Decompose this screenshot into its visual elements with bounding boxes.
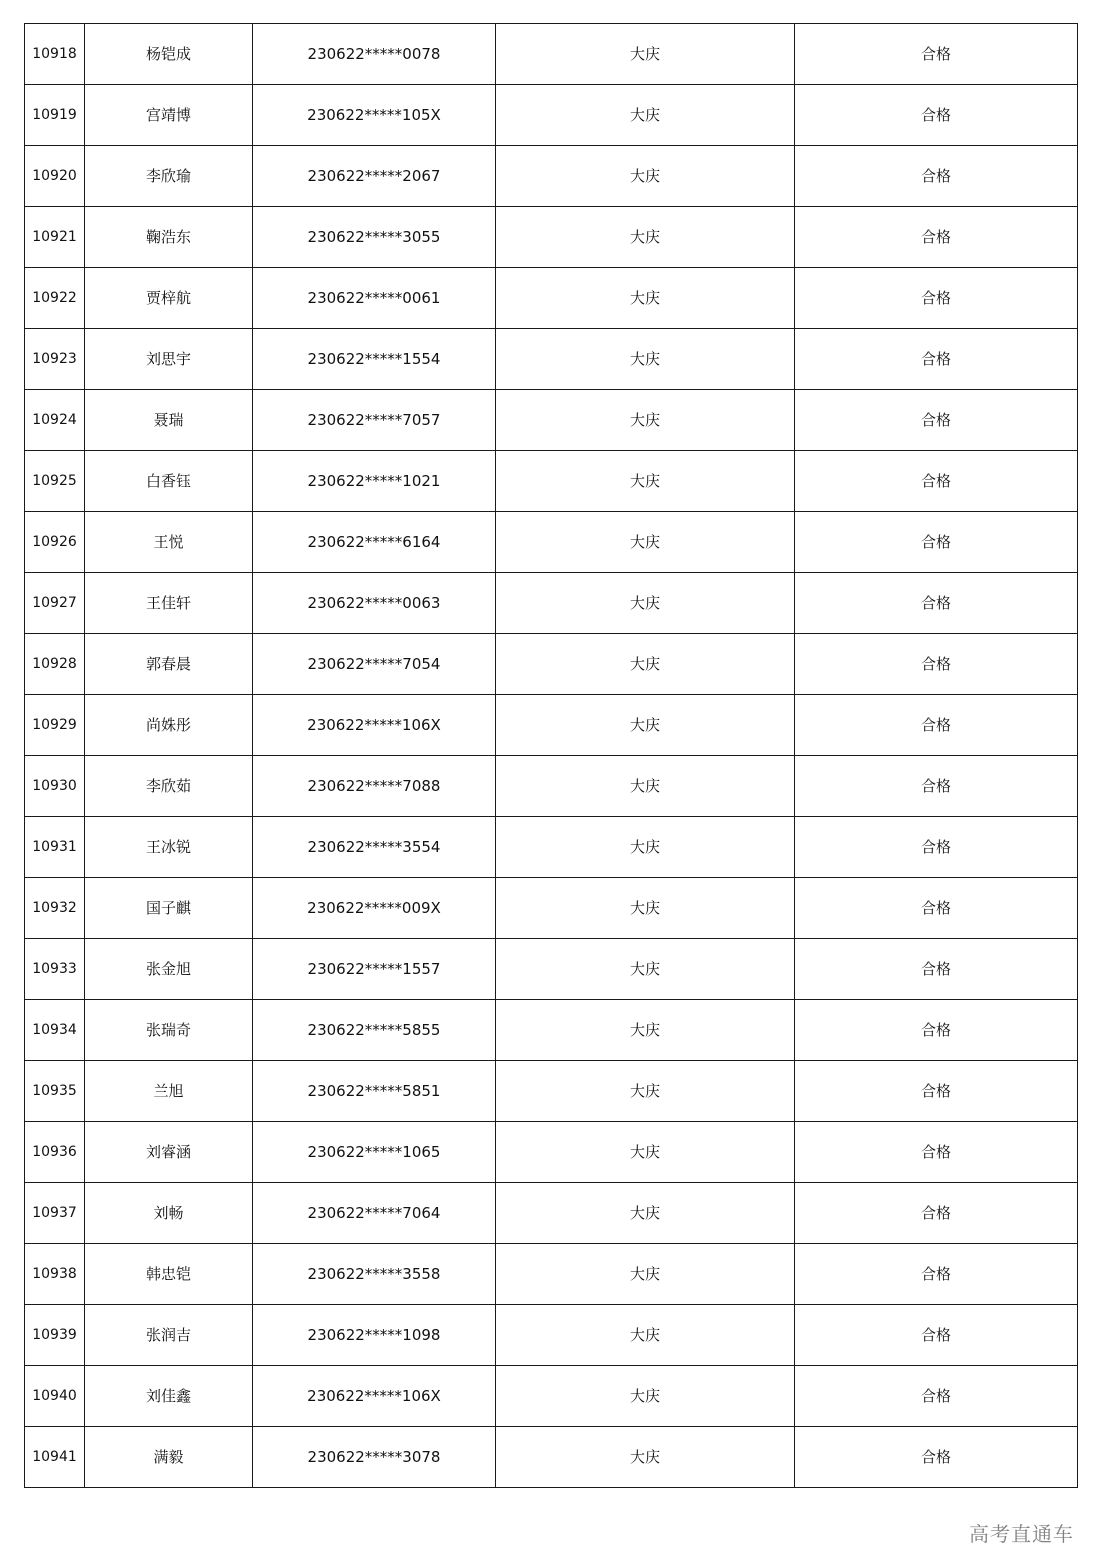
name-cell: 王佳轩 (85, 573, 253, 634)
id-number-cell: 230622*****1554 (253, 329, 496, 390)
table-row (25, 207, 1078, 268)
city-cell: 大庆 (496, 1244, 795, 1305)
city-cell: 大庆 (496, 390, 795, 451)
result-cell: 合格 (795, 634, 1078, 695)
table-row (25, 85, 1078, 146)
serial-number-cell: 10931 (25, 817, 85, 878)
result-cell: 合格 (795, 146, 1078, 207)
result-cell: 合格 (795, 573, 1078, 634)
table-row (25, 390, 1078, 451)
table-row (25, 1244, 1078, 1305)
table-row (25, 939, 1078, 1000)
results-table (24, 23, 1078, 1488)
result-cell: 合格 (795, 756, 1078, 817)
city-cell: 大庆 (496, 146, 795, 207)
id-number-cell: 230622*****0078 (253, 24, 496, 85)
result-cell: 合格 (795, 1122, 1078, 1183)
id-number-cell: 230622*****3554 (253, 817, 496, 878)
results-table-body (25, 24, 1078, 1488)
city-cell: 大庆 (496, 451, 795, 512)
city-cell: 大庆 (496, 1061, 795, 1122)
serial-number-cell: 10926 (25, 512, 85, 573)
city-cell: 大庆 (496, 1366, 795, 1427)
name-cell: 尚姝彤 (85, 695, 253, 756)
name-cell: 宫靖博 (85, 85, 253, 146)
table-row (25, 329, 1078, 390)
city-cell: 大庆 (496, 207, 795, 268)
name-cell: 贾梓航 (85, 268, 253, 329)
id-number-cell: 230622*****009X (253, 878, 496, 939)
city-cell: 大庆 (496, 268, 795, 329)
id-number-cell: 230622*****0061 (253, 268, 496, 329)
id-number-cell: 230622*****6164 (253, 512, 496, 573)
city-cell: 大庆 (496, 695, 795, 756)
result-cell: 合格 (795, 85, 1078, 146)
id-number-cell: 230622*****7088 (253, 756, 496, 817)
city-cell: 大庆 (496, 85, 795, 146)
result-cell: 合格 (795, 1244, 1078, 1305)
id-number-cell: 230622*****7064 (253, 1183, 496, 1244)
watermark-text: 高考直通车 (969, 1522, 1074, 1546)
name-cell: 聂瑞 (85, 390, 253, 451)
id-number-cell: 230622*****105X (253, 85, 496, 146)
table-row (25, 512, 1078, 573)
table-row (25, 1061, 1078, 1122)
city-cell: 大庆 (496, 817, 795, 878)
serial-number-cell: 10936 (25, 1122, 85, 1183)
result-cell: 合格 (795, 451, 1078, 512)
table-row (25, 146, 1078, 207)
id-number-cell: 230622*****3078 (253, 1427, 496, 1488)
name-cell: 张金旭 (85, 939, 253, 1000)
table-row (25, 268, 1078, 329)
serial-number-cell: 10925 (25, 451, 85, 512)
name-cell: 刘佳鑫 (85, 1366, 253, 1427)
id-number-cell: 230622*****2067 (253, 146, 496, 207)
result-cell: 合格 (795, 1183, 1078, 1244)
table-row (25, 451, 1078, 512)
serial-number-cell: 10929 (25, 695, 85, 756)
name-cell: 兰旭 (85, 1061, 253, 1122)
id-number-cell: 230622*****7054 (253, 634, 496, 695)
result-cell: 合格 (795, 207, 1078, 268)
name-cell: 刘畅 (85, 1183, 253, 1244)
serial-number-cell: 10932 (25, 878, 85, 939)
id-number-cell: 230622*****106X (253, 695, 496, 756)
table-row (25, 24, 1078, 85)
serial-number-cell: 10924 (25, 390, 85, 451)
table-row (25, 1305, 1078, 1366)
result-cell: 合格 (795, 512, 1078, 573)
serial-number-cell: 10919 (25, 85, 85, 146)
id-number-cell: 230622*****0063 (253, 573, 496, 634)
city-cell: 大庆 (496, 756, 795, 817)
id-number-cell: 230622*****7057 (253, 390, 496, 451)
name-cell: 满毅 (85, 1427, 253, 1488)
table-row (25, 1366, 1078, 1427)
name-cell: 刘睿涵 (85, 1122, 253, 1183)
table-row (25, 1183, 1078, 1244)
serial-number-cell: 10920 (25, 146, 85, 207)
id-number-cell: 230622*****1557 (253, 939, 496, 1000)
result-cell: 合格 (795, 329, 1078, 390)
table-row (25, 634, 1078, 695)
id-number-cell: 230622*****1098 (253, 1305, 496, 1366)
result-cell: 合格 (795, 1305, 1078, 1366)
id-number-cell: 230622*****106X (253, 1366, 496, 1427)
result-cell: 合格 (795, 695, 1078, 756)
city-cell: 大庆 (496, 512, 795, 573)
result-cell: 合格 (795, 939, 1078, 1000)
result-cell: 合格 (795, 1427, 1078, 1488)
name-cell: 杨铠成 (85, 24, 253, 85)
result-cell: 合格 (795, 24, 1078, 85)
serial-number-cell: 10941 (25, 1427, 85, 1488)
table-row (25, 573, 1078, 634)
name-cell: 刘思宇 (85, 329, 253, 390)
city-cell: 大庆 (496, 1000, 795, 1061)
id-number-cell: 230622*****1021 (253, 451, 496, 512)
table-row (25, 817, 1078, 878)
name-cell: 国子麒 (85, 878, 253, 939)
result-cell: 合格 (795, 268, 1078, 329)
result-cell: 合格 (795, 817, 1078, 878)
id-number-cell: 230622*****3055 (253, 207, 496, 268)
city-cell: 大庆 (496, 1183, 795, 1244)
name-cell: 王冰锐 (85, 817, 253, 878)
name-cell: 鞠浩东 (85, 207, 253, 268)
result-cell: 合格 (795, 1366, 1078, 1427)
serial-number-cell: 10927 (25, 573, 85, 634)
table-row (25, 878, 1078, 939)
name-cell: 王悦 (85, 512, 253, 573)
table-row (25, 1427, 1078, 1488)
result-cell: 合格 (795, 390, 1078, 451)
name-cell: 张瑞奇 (85, 1000, 253, 1061)
city-cell: 大庆 (496, 1305, 795, 1366)
city-cell: 大庆 (496, 573, 795, 634)
table-row (25, 1000, 1078, 1061)
serial-number-cell: 10921 (25, 207, 85, 268)
table-row (25, 756, 1078, 817)
city-cell: 大庆 (496, 634, 795, 695)
city-cell: 大庆 (496, 1427, 795, 1488)
id-number-cell: 230622*****5855 (253, 1000, 496, 1061)
city-cell: 大庆 (496, 878, 795, 939)
table-row (25, 695, 1078, 756)
serial-number-cell: 10923 (25, 329, 85, 390)
id-number-cell: 230622*****1065 (253, 1122, 496, 1183)
name-cell: 韩忠铠 (85, 1244, 253, 1305)
city-cell: 大庆 (496, 24, 795, 85)
name-cell: 白香钰 (85, 451, 253, 512)
city-cell: 大庆 (496, 1122, 795, 1183)
name-cell: 郭春晨 (85, 634, 253, 695)
serial-number-cell: 10940 (25, 1366, 85, 1427)
serial-number-cell: 10934 (25, 1000, 85, 1061)
serial-number-cell: 10938 (25, 1244, 85, 1305)
result-cell: 合格 (795, 1000, 1078, 1061)
serial-number-cell: 10939 (25, 1305, 85, 1366)
id-number-cell: 230622*****5851 (253, 1061, 496, 1122)
id-number-cell: 230622*****3558 (253, 1244, 496, 1305)
serial-number-cell: 10918 (25, 24, 85, 85)
city-cell: 大庆 (496, 329, 795, 390)
result-cell: 合格 (795, 878, 1078, 939)
name-cell: 李欣瑜 (85, 146, 253, 207)
serial-number-cell: 10922 (25, 268, 85, 329)
table-row (25, 1122, 1078, 1183)
result-cell: 合格 (795, 1061, 1078, 1122)
serial-number-cell: 10930 (25, 756, 85, 817)
serial-number-cell: 10933 (25, 939, 85, 1000)
city-cell: 大庆 (496, 939, 795, 1000)
serial-number-cell: 10935 (25, 1061, 85, 1122)
serial-number-cell: 10937 (25, 1183, 85, 1244)
name-cell: 李欣茹 (85, 756, 253, 817)
serial-number-cell: 10928 (25, 634, 85, 695)
name-cell: 张润吉 (85, 1305, 253, 1366)
